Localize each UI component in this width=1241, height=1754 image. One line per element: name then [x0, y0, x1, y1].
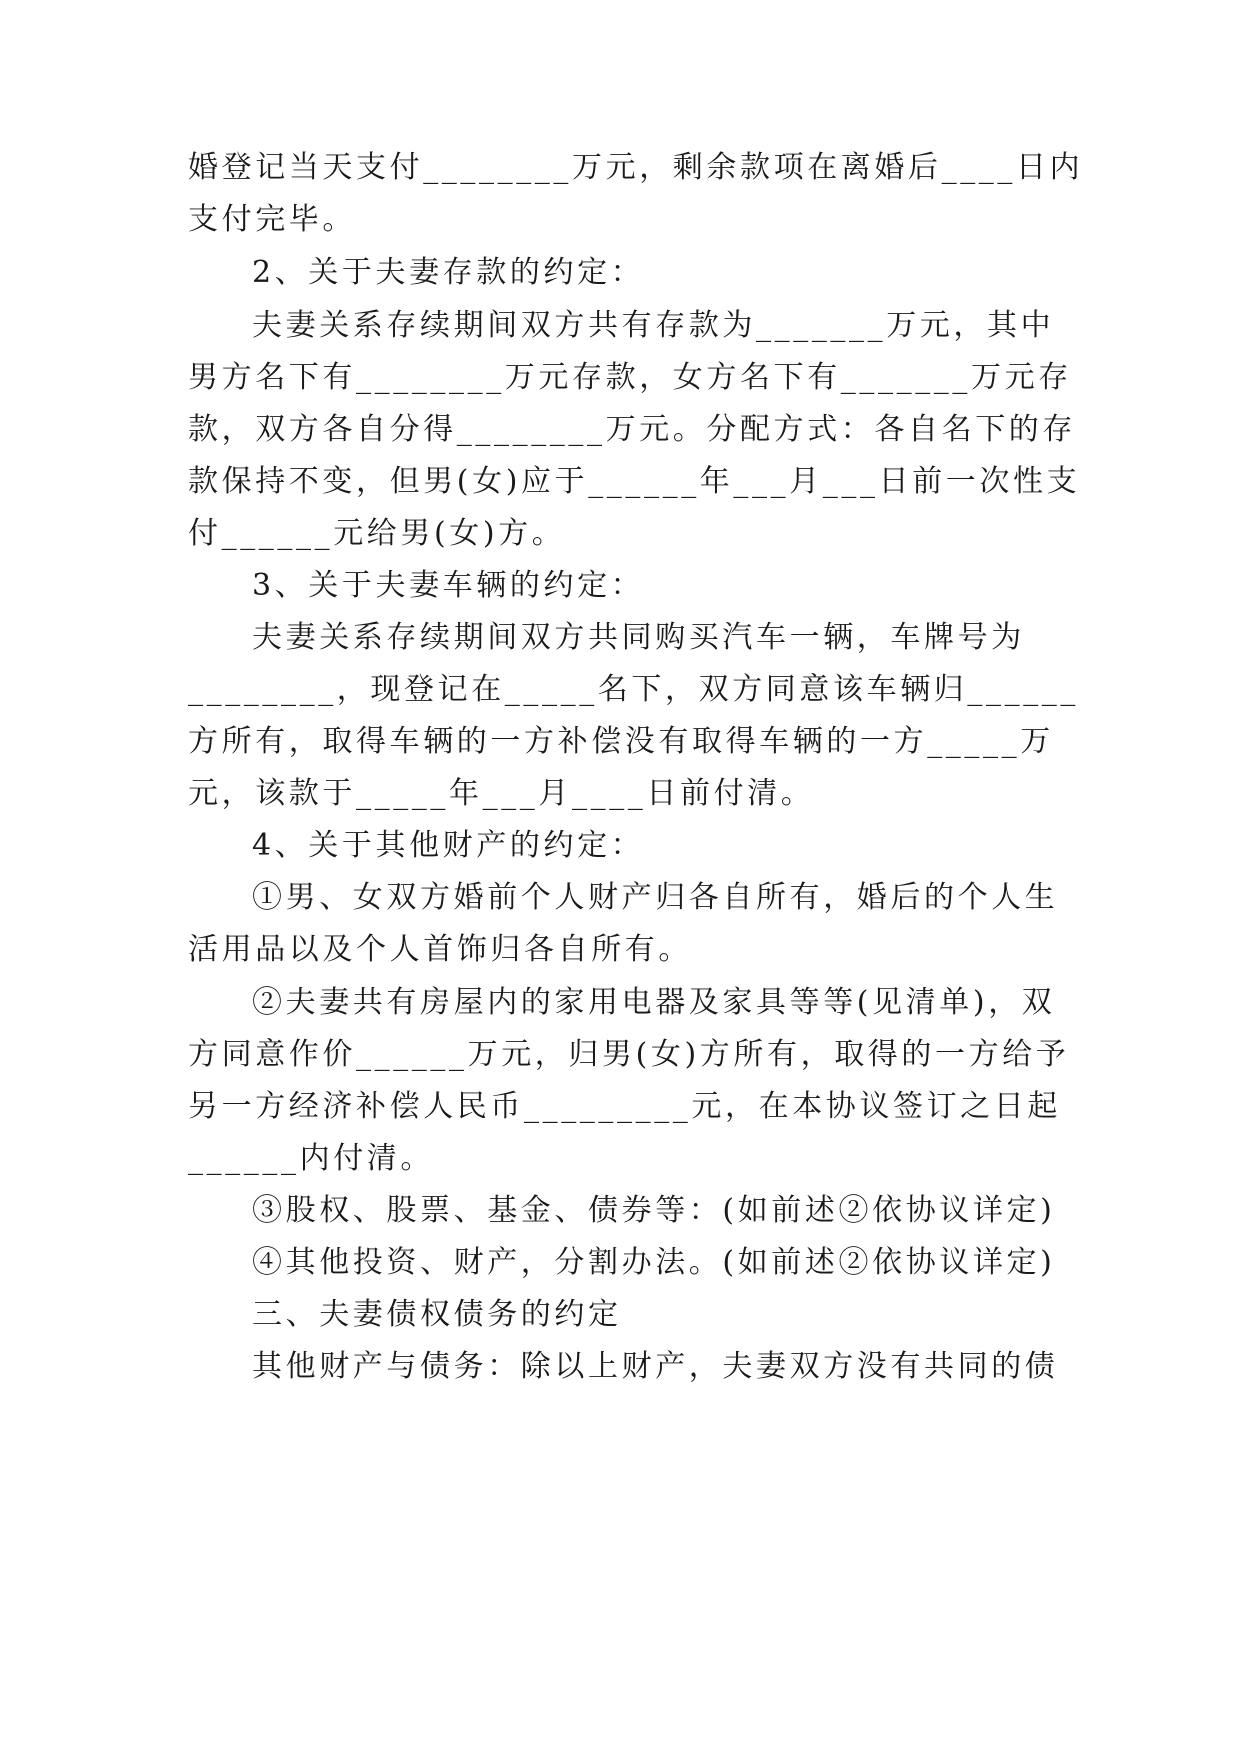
text-line: 男方名下有________万元存款，女方名下有_______万元存: [188, 360, 1072, 395]
text-line: 付______元给男(女)方。: [188, 516, 566, 551]
text-line: ①男、女双方婚前个人财产归各自所有，婚后的个人生: [252, 880, 1059, 915]
text-line: 其他财产与债务：除以上财产，夫妻双方没有共同的债: [252, 1349, 1059, 1384]
text-line: 元，该款于_____年___月____日前付清。: [188, 776, 815, 811]
text-line: 夫妻关系存续期间双方共同购买汽车一辆，车牌号为: [252, 620, 1025, 655]
section-heading: 3、关于夫妻车辆的约定：: [252, 568, 645, 603]
text-line: 方所有，取得车辆的一方补偿没有取得车辆的一方_____万: [188, 724, 1054, 759]
text-line: ______内付清。: [188, 1141, 434, 1176]
text-line: ④其他投资、财产，分割办法。(如前述②依协议详定): [252, 1245, 1056, 1280]
text-line: 方同意作价______万元，归男(女)方所有，取得的一方给予: [188, 1037, 1070, 1072]
text-line: ③股权、股票、基金、债券等：(如前述②依协议详定): [252, 1193, 1056, 1228]
section-heading: 三、夫妻债权债务的约定: [252, 1297, 622, 1332]
text-line: 款，双方各自分得________万元。分配方式：各自名下的存: [188, 412, 1076, 447]
section-heading: 4、关于其他财产的约定：: [252, 828, 645, 863]
text-line: 夫妻关系存续期间双方共有存款为_______万元，其中: [252, 308, 1055, 343]
text-line: 支付完毕。: [188, 202, 356, 237]
text-line: 活用品以及个人首饰归各自所有。: [188, 932, 692, 967]
text-line: ②夫妻共有房屋内的家用电器及家具等等(见清单)，双: [252, 985, 1056, 1020]
text-line: 婚登记当天支付________万元，剩余款项在离婚后____日内: [188, 150, 1084, 185]
section-heading: 2、关于夫妻存款的约定：: [252, 255, 645, 290]
text-line: ________，现登记在_____名下，双方同意该车辆归______: [188, 672, 1079, 707]
text-line: 另一方经济补偿人民币_________元，在本协议签订之日起: [188, 1089, 1061, 1124]
text-line: 款保持不变，但男(女)应于______年___月___日前一次性支: [188, 464, 1081, 499]
